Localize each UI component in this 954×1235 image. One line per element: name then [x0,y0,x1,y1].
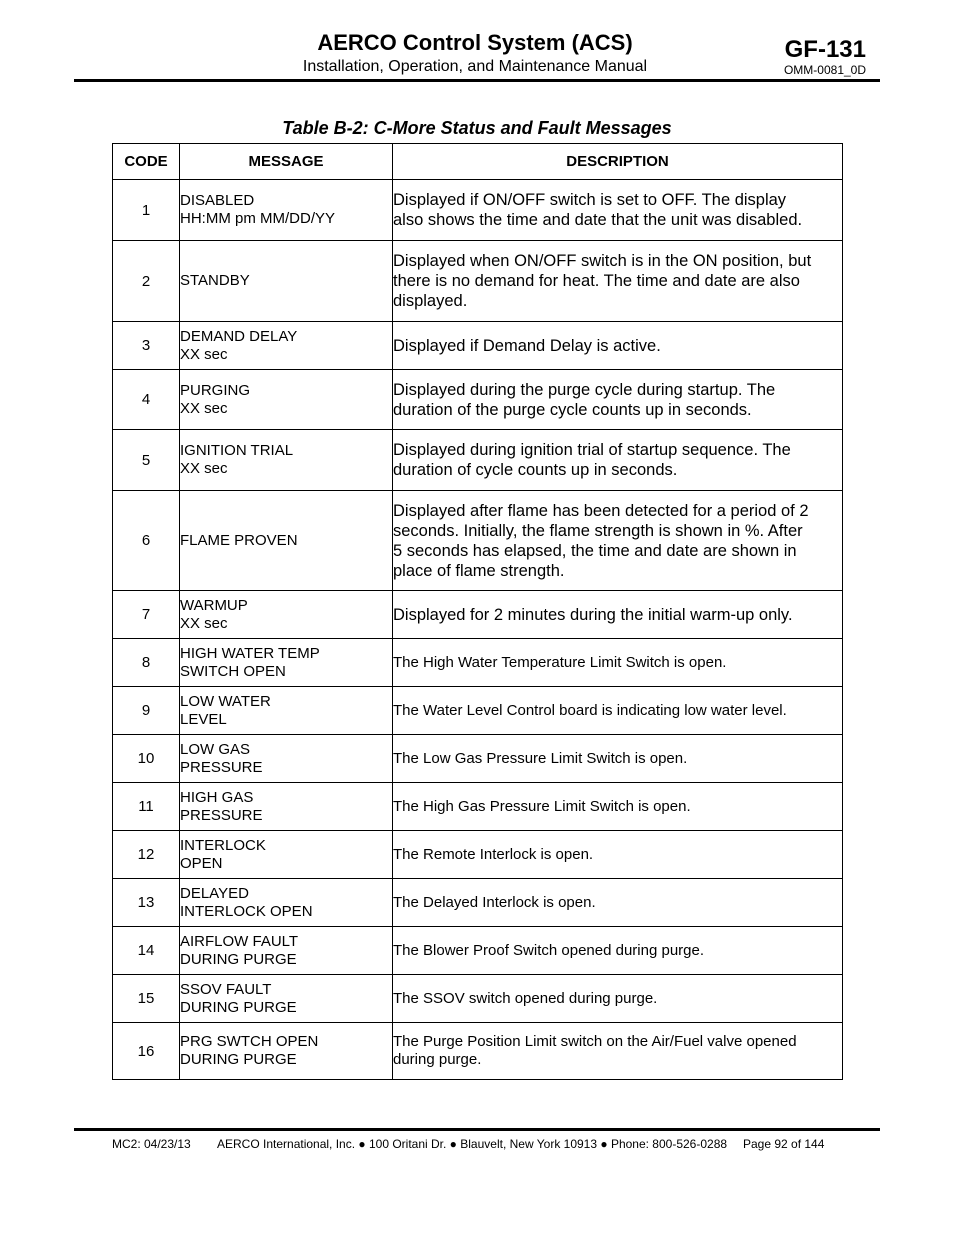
message-line: DEMAND DELAY [180,327,298,345]
description-line: Displayed during the purge cycle during startup. The [393,380,776,399]
description-cell [393,1023,843,1080]
description-cell [393,783,843,831]
message-line: STANDBY [180,272,250,289]
table-row [113,639,843,687]
description-line: The High Water Temperature Limit Switch is open. [393,653,727,671]
code-cell: 1 [113,180,180,241]
column-header-description: DESCRIPTION [393,144,843,180]
table-row [113,322,843,370]
table-row [113,687,843,735]
message-cell [180,591,393,639]
message-line: HIGH WATER TEMP [180,644,320,662]
description-line: Displayed during ignition trial of startup sequence. The [393,441,791,459]
message-cell [180,430,393,491]
code-cell: 15 [113,975,180,1023]
table-row [113,735,843,783]
message-line: LOW GAS [180,740,251,758]
code-cell: 14 [113,927,180,975]
description-line: The Purge Position Limit switch on the Air/Fuel valve opened [393,1033,797,1050]
code-cell: 5 [113,430,180,491]
code-cell: 9 [113,687,180,735]
message-cell [180,831,393,879]
message-line: PRESSURE [180,758,263,776]
message-line: HIGH GAS [180,788,254,806]
message-line: XX sec [180,399,228,417]
description-line: The Delayed Interlock is open. [393,893,596,911]
message-cell [180,180,393,241]
table-row [113,783,843,831]
message-line: DURING PURGE [180,998,297,1016]
description-line: displayed. [393,292,468,310]
table-caption: Table B-2: C-More Status and Fault Messages [282,118,672,138]
document-number: OMM-0081_0D [783,63,866,77]
message-cell [180,639,393,687]
table-row [113,241,843,322]
table-row [113,927,843,975]
column-header-message: MESSAGE [180,144,393,180]
code-cell: 12 [113,831,180,879]
description-cell [393,831,843,879]
footer-divider [74,1128,880,1131]
description-cell [393,322,843,370]
document-subtitle: Installation, Operation, and Maintenance Manual [302,58,648,75]
description-line: Displayed for 2 minutes during the initial warm-up only. [393,605,793,624]
code-cell: 11 [113,783,180,831]
description-line: also shows the time and date that the unit was disabled. [393,211,803,229]
code-cell: 7 [113,591,180,639]
description-line: Displayed if Demand Delay is active. [393,336,661,355]
table-header-row [113,144,843,180]
description-cell [393,241,843,322]
table-row [113,1023,843,1080]
description-cell [393,591,843,639]
description-line: The Blower Proof Switch opened during purge. [393,941,705,959]
message-line: FLAME PROVEN [180,531,298,549]
message-line: PURGING [180,381,251,399]
message-line: AIRFLOW FAULT [180,932,299,950]
document-code: GF-131 [784,36,866,63]
table-body [113,180,843,1080]
description-line: Displayed when ON/OFF switch is in the ON position, but [393,252,812,270]
description-cell [393,975,843,1023]
description-line: place of flame strength. [393,561,565,580]
description-cell [393,735,843,783]
code-cell: 16 [113,1023,180,1080]
table-row [113,491,843,591]
description-line: duration of cycle counts up in seconds. [393,461,678,479]
description-line: The Low Gas Pressure Limit Switch is open. [393,749,688,767]
column-header-code: CODE [113,144,180,180]
table-row [113,430,843,491]
message-line: HH:MM pm MM/DD/YY [180,210,335,227]
message-line: OPEN [180,854,223,872]
message-cell [180,322,393,370]
message-cell [180,687,393,735]
description-cell [393,687,843,735]
description-line: The High Gas Pressure Limit Switch is open. [393,797,691,815]
description-line: duration of the purge cycle counts up in seconds. [393,400,752,419]
message-line: XX sec [180,345,228,363]
message-line: XX sec [180,614,228,632]
table-row [113,180,843,241]
document-title: AERCO Control System (ACS) [317,30,633,55]
description-line: The Water Level Control board is indicating low water level. [393,701,787,719]
message-line: INTERLOCK [180,836,266,854]
description-cell [393,639,843,687]
table-row [113,975,843,1023]
message-line: IGNITION TRIAL [180,442,294,459]
table-row [113,879,843,927]
description-line: The Remote Interlock is open. [393,845,594,863]
message-cell [180,1023,393,1080]
code-cell: 8 [113,639,180,687]
message-line: DURING PURGE [180,1051,297,1068]
message-cell [180,927,393,975]
description-cell [393,879,843,927]
table-row [113,831,843,879]
status-fault-table [112,143,843,1080]
message-line: LEVEL [180,710,227,728]
message-line: DISABLED [180,192,255,209]
message-line: PRG SWTCH OPEN [180,1033,319,1050]
message-line: LOW WATER [180,692,271,710]
code-cell: 13 [113,879,180,927]
description-cell [393,370,843,430]
message-cell [180,491,393,591]
message-line: DELAYED [180,884,249,902]
footer-page-number: Page 92 of 144 [743,1137,825,1151]
footer-address: AERCO International, Inc. ● 100 Oritani Dr. ● Blauvelt, New York 10913 ● Phone: 800-526-0288 [217,1137,728,1151]
description-cell [393,180,843,241]
message-cell [180,370,393,430]
message-line: PRESSURE [180,806,263,824]
code-cell: 2 [113,241,180,322]
message-line: WARMUP [180,596,248,614]
message-cell [180,783,393,831]
description-line: there is no demand for heat. The time and date are also [393,272,800,290]
table-row [113,370,843,430]
description-cell [393,491,843,591]
message-line: SSOV FAULT [180,980,272,998]
table-row [113,591,843,639]
message-cell [180,735,393,783]
message-line: DURING PURGE [180,950,297,968]
message-line: SWITCH OPEN [180,662,286,680]
description-line: The SSOV switch opened during purge. [393,989,658,1007]
message-cell [180,975,393,1023]
description-line: 5 seconds has elapsed, the time and date are shown in [393,541,797,560]
description-cell [393,927,843,975]
code-cell: 10 [113,735,180,783]
description-cell [393,430,843,491]
message-cell [180,241,393,322]
description-line: during purge. [393,1051,482,1068]
description-line: Displayed after flame has been detected for a period of 2 [393,501,809,520]
code-cell: 6 [113,491,180,591]
footer-date: MC2: 04/23/13 [112,1137,191,1151]
code-cell: 3 [113,322,180,370]
header-divider [74,79,880,82]
message-cell [180,879,393,927]
description-line: Displayed if ON/OFF switch is set to OFF. The display [393,191,787,209]
description-line: seconds. Initially, the flame strength is shown in %. After [393,521,803,540]
message-line: XX sec [180,460,228,477]
code-cell: 4 [113,370,180,430]
message-line: INTERLOCK OPEN [180,902,313,920]
